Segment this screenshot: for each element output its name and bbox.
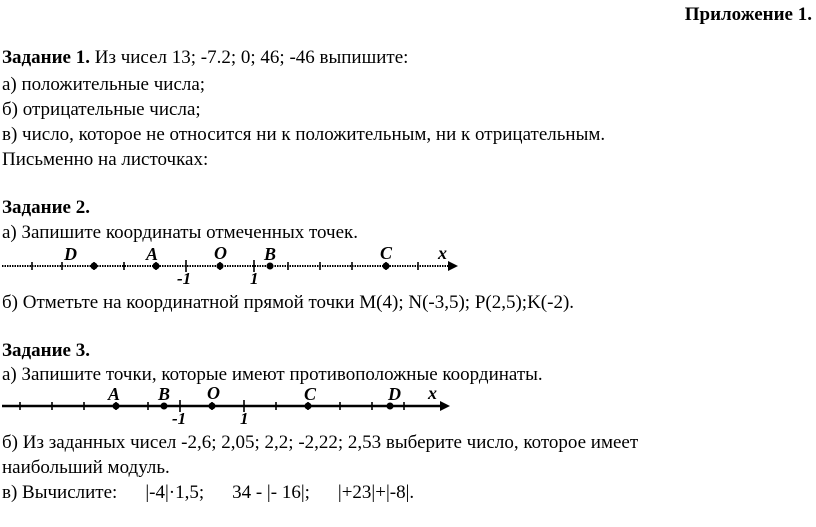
task3-item-b-line1: б) Из заданных чисел -2,6; 2,05; 2,2; -2,22; 2,53 выберите число, которое имеет (2, 432, 639, 453)
point-label-C: C (304, 384, 317, 404)
number-line-task3 (0, 382, 470, 428)
point-O-dot (217, 263, 224, 270)
task3-c-expr1: |-4|·1,5; (145, 482, 205, 503)
point-C-dot (383, 263, 390, 270)
task3-item-b-line2: наибольший модуль. (2, 457, 170, 478)
point-O-dot (209, 403, 216, 410)
task1-item-a: а) положительные числа; (2, 74, 206, 95)
task1-item-c: в) число, которое не относится ни к положительным, ни к отрицательным. (2, 124, 606, 145)
task1-note: Письменно на листочках: (2, 149, 209, 170)
tick-label-minus1: -1 (177, 269, 192, 288)
tick-label-1: 1 (240, 409, 249, 428)
axis-label-x: x (428, 383, 437, 403)
task2-item-a: а) Запишите координаты отмеченных точек. (2, 222, 359, 243)
task3-c-label: в) Вычислите: (2, 482, 118, 503)
task3-c-expr2: 34 - |- 16|; (232, 482, 310, 503)
task3-heading: Задание 3. (2, 340, 90, 361)
point-label-B: B (264, 244, 277, 264)
task1-item-b: б) отрицательные числа; (2, 99, 201, 120)
point-label-B: B (158, 384, 171, 404)
task2-item-b: б) Отметьте на координатной прямой точки М(4); N(-3,5); P(2,5);K(-2). (2, 292, 575, 313)
task1-heading: Задание 1. (2, 47, 90, 68)
tick-label-1: 1 (250, 269, 259, 288)
axis-label-x: x (438, 243, 447, 263)
axis-arrow-icon (448, 261, 458, 271)
tick-label-minus1: -1 (172, 409, 187, 428)
task1-intro-line (2, 47, 408, 69)
task3-item-c (2, 482, 414, 504)
point-label-D: D (388, 384, 401, 404)
number-line-task2 (0, 240, 470, 288)
task3-item-a: а) Запишите точки, которые имеют противоположные координаты. (2, 364, 543, 385)
point-label-A: A (108, 384, 121, 404)
task1-intro: Из чисел 13; -7.2; 0; 46; -46 выпишите: (89, 47, 409, 68)
task3-c-expr3: |+23|+|-8|. (337, 482, 415, 503)
point-label-A: A (146, 244, 159, 264)
appendix-title: Приложение 1. (684, 4, 812, 25)
point-label-C: C (380, 243, 393, 263)
task2-heading: Задание 2. (2, 197, 90, 218)
point-label-D: D (64, 244, 77, 264)
point-D-dot (91, 263, 98, 270)
axis-arrow-icon (440, 401, 450, 411)
point-label-O: O (207, 383, 220, 403)
point-label-O: O (214, 243, 227, 263)
